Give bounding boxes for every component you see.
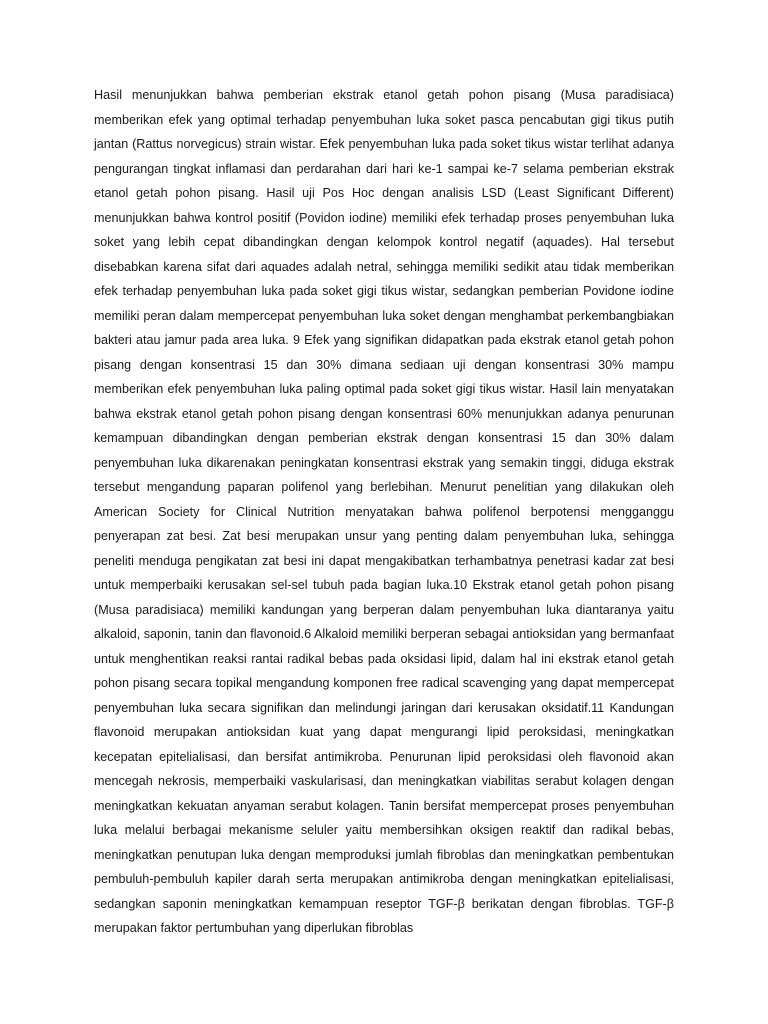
- paragraph-text: Hasil menunjukkan bahwa pemberian ekstrak etanol getah pohon pisang (Musa paradisiaca) memberikan efek yang optimal terhadap penyembuhan luka soket pasca pencabutan gigi tikus putih jantan (Rattus norvegicus) strain wistar. Efek penyembuhan luka pada soket tikus wistar terlihat adanya pengurangan tingkat inflamasi dan perdarahan dari hari ke-1 sampai ke-7 selama pemberian ekstrak etanol getah pohon pisang. Hasil uji Pos Hoc dengan analisis LSD (Least Significant Different) menunjukkan bahwa kontrol positif (Povidon iodine) memiliki efek terhadap proses penyembuhan luka soket yang lebih cepat dibandingkan dengan kelompok kontrol negatif (aquades). Hal tersebut disebabkan karena sifat dari aquades adalah netral, sehingga memiliki sedikit atau tidak memberikan efek terhadap penyembuhan luka pada soket gigi tikus wistar, sedangkan pemberian Povidone iodine memiliki peran dalam mempercepat penyembuhan luka soket dengan menghambat perkembangbiakan bakteri atau jamur pada area luka. 9 Efek yang signifikan didapatkan pada ekstrak etanol getah pohon pisang dengan konsentrasi 15 dan 30% dimana sediaan uji dengan konsentrasi 30% mampu memberikan efek penyembuhan luka paling optimal pada soket gigi tikus wistar. Hasil lain menyatakan bahwa ekstrak etanol getah pohon pisang dengan konsentrasi 60% menunjukkan adanya penurunan kemampuan dibandingkan dengan pemberian ekstrak dengan konsentrasi 15 dan 30% dalam penyembuhan luka dikarenakan peningkatan konsentrasi ekstrak yang semakin tinggi, diduga ekstrak tersebut mengandung paparan polifenol yang berlebihan. Menurut penelitian yang dilakukan oleh American Society for Clinical Nutrition menyatakan bahwa polifenol berpotensi mengganggu penyerapan zat besi. Zat besi merupakan unsur yang penting dalam penyembuhan luka, sehingga peneliti menduga pengikatan zat besi ini dapat mengakibatkan terhambatnya penetrasi kadar zat besi untuk memperbaiki kerusakan sel-sel tubuh pada bagian luka.10 Ekstrak etanol getah pohon pisang (Musa paradisiaca) memiliki kandungan yang berperan dalam penyembuhan luka diantaranya yaitu alkaloid, saponin, tanin dan flavonoid.6 Alkaloid memiliki berperan sebagai antioksidan yang bermanfaat untuk menghentikan reaksi rantai radikal bebas pada oksidasi lipid, dalam hal ini ekstrak etanol getah pohon pisang secara topikal mengandung komponen free radical scavenging yang dapat mempercepat penyembuhan luka secara signifikan dan melindungi jaringan dari kerusakan oksidatif.11 Kandungan flavonoid merupakan antioksidan kuat yang dapat mengurangi lipid peroksidasi, meningkatkan kecepatan epitelialisasi, dan bersifat antimikroba. Penurunan lipid peroksidasi oleh flavonoid akan mencegah nekrosis, memperbaiki vaskularisasi, dan meningkatkan viabilitas serabut kolagen dengan meningkatkan kekuatan anyaman serabut kolagen. Tanin bersifat mempercepat proses penyembuhan luka melalui berbagai mekanisme seluler yaitu membersihkan oksigen reaktif dan radikal bebas, meningkatkan penutupan luka dengan memproduksi jumlah fibroblas dan meningkatkan pembentukan pembuluh-pembuluh kapiler darah serta merupakan antimikroba dengan meningkatkan epitelialisasi, sedangkan saponin meningkatkan kemampuan reseptor TGF-β berikatan dengan fibroblas. TGF-β merupakan faktor pertumbuhan yang diperlukan fibroblas: [94, 88, 674, 935]
- body-paragraph: [94, 83, 674, 941]
